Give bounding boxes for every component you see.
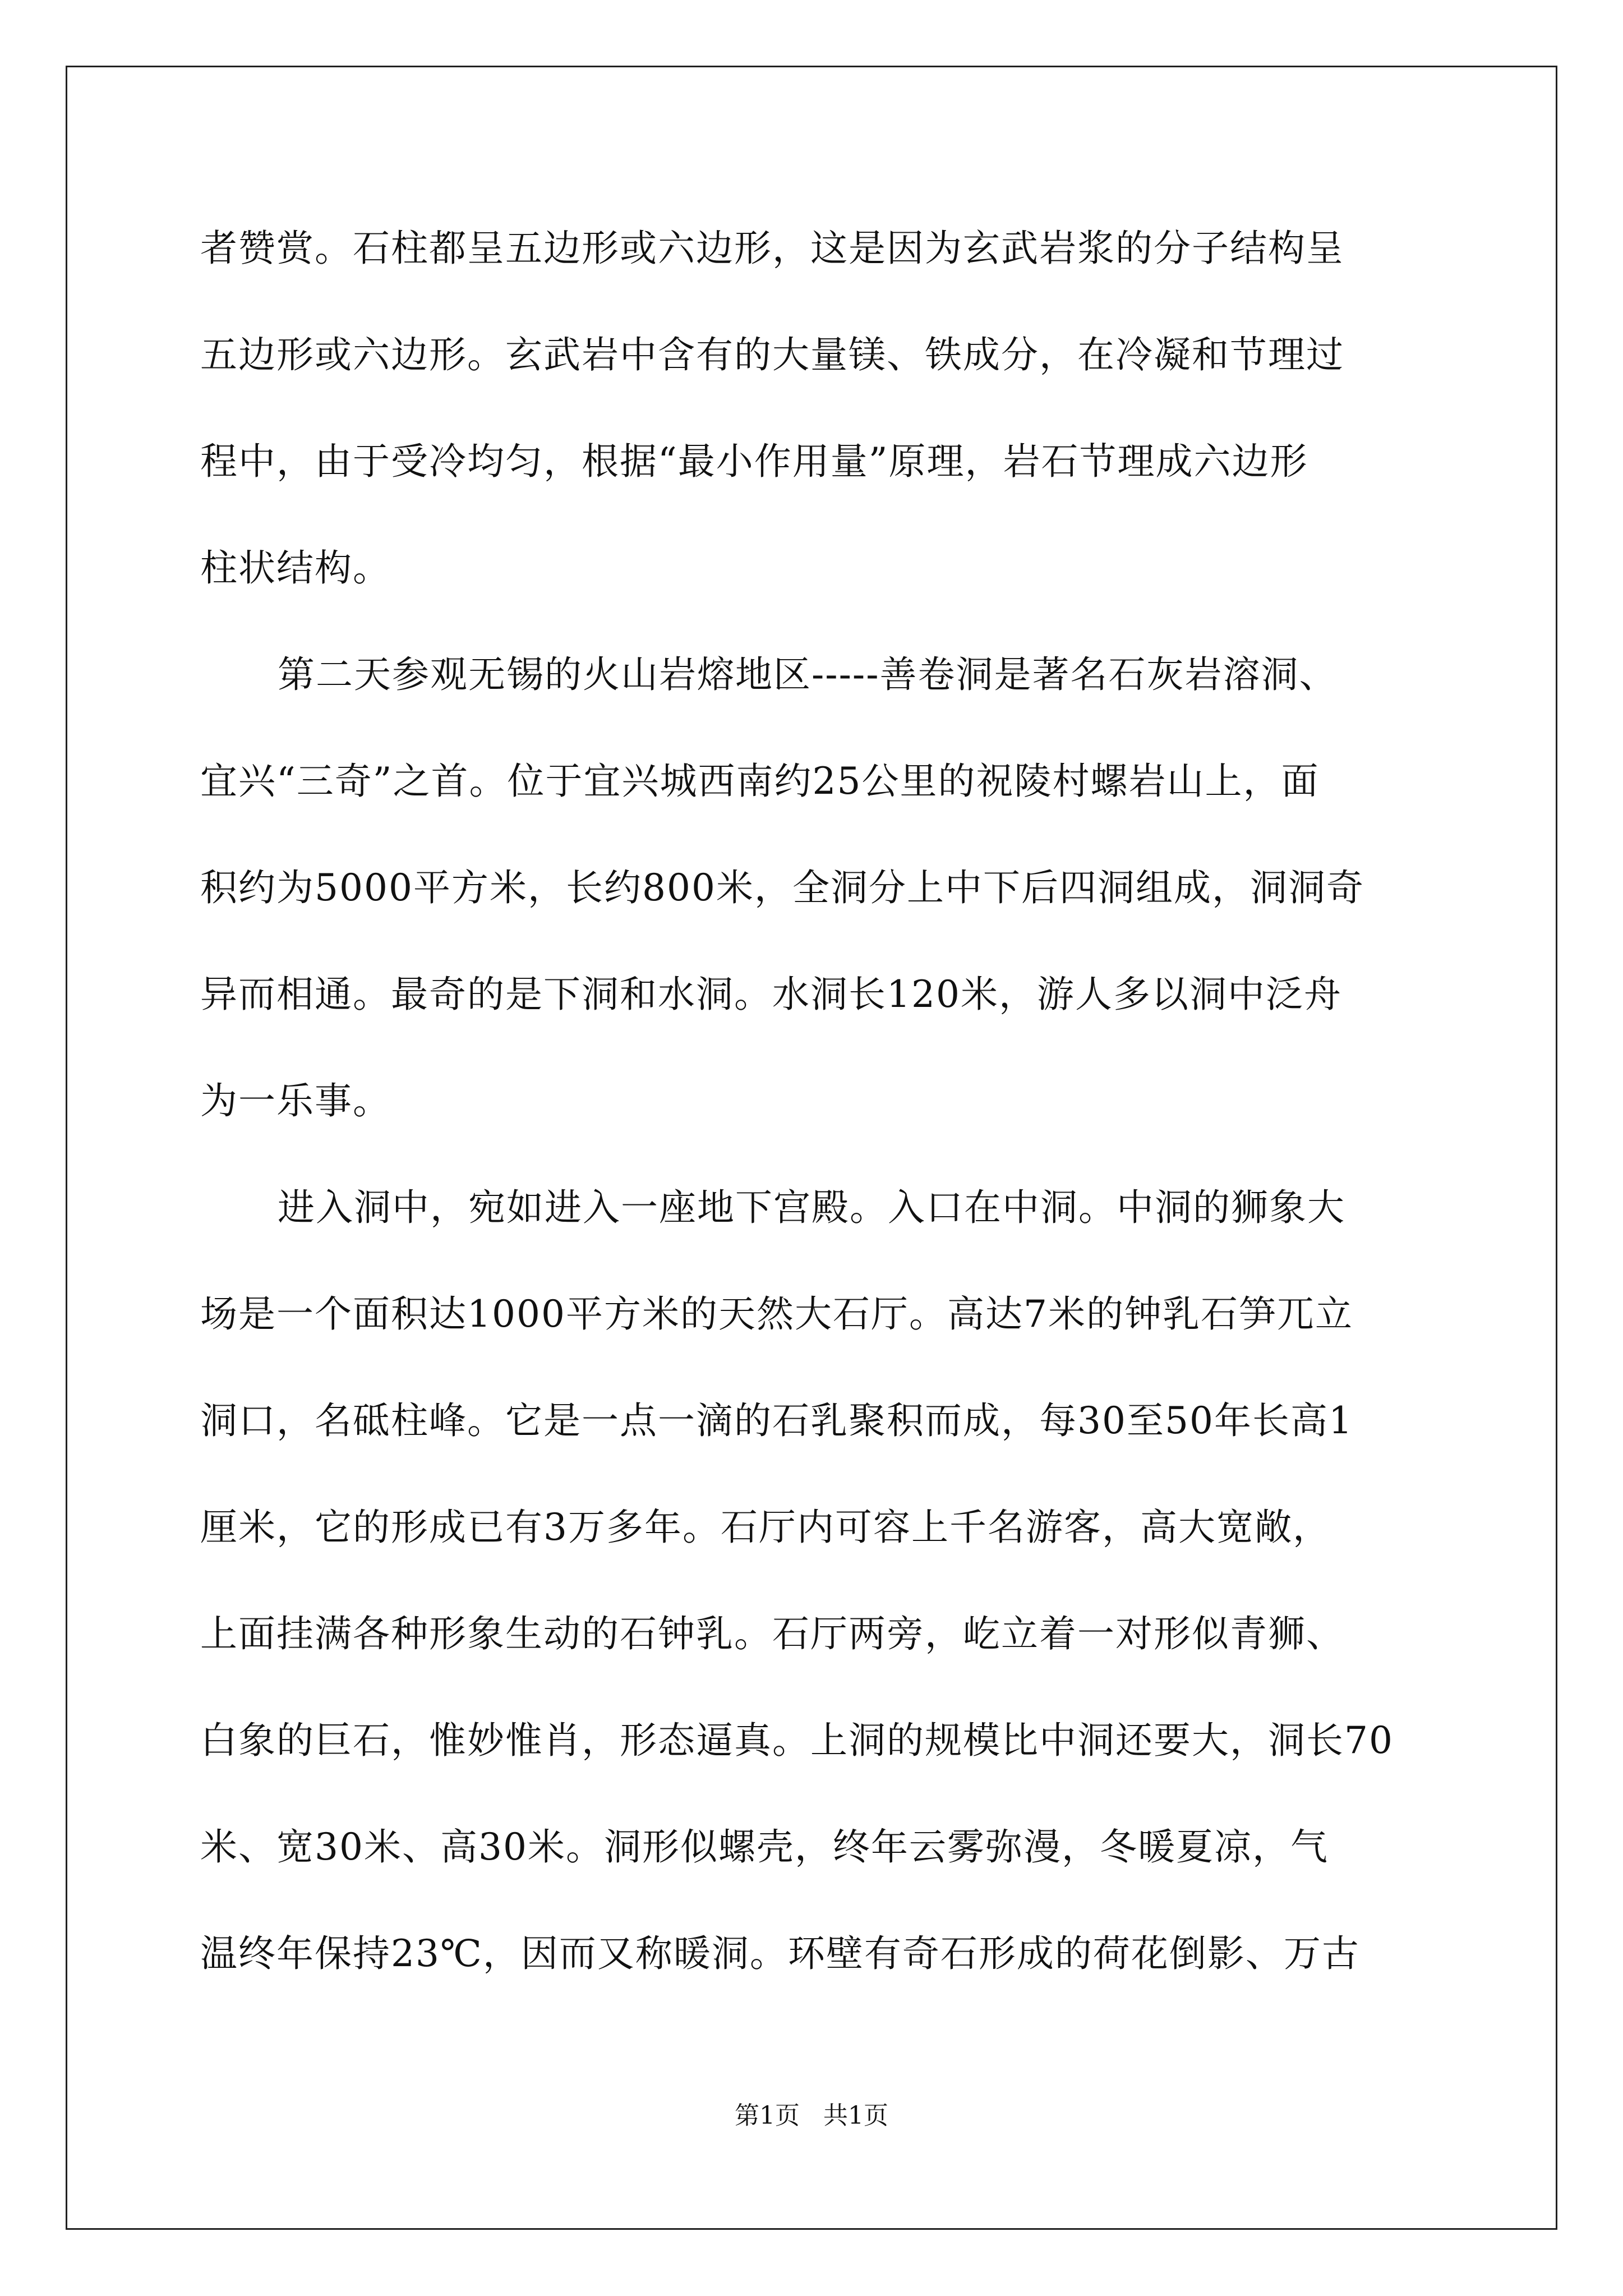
text-line: 洞口，名砥柱峰。它是一点一滴的石乳聚积而成，每30至50年长高1 — [200, 1399, 1353, 1442]
text-line: 为一乐事。 — [200, 1079, 391, 1122]
paragraph-start-line: 进入洞中，宛如进入一座地下宫殿。入口在中洞。中洞的狮象大 — [278, 1186, 1345, 1229]
text-line: 场是一个面积达1000平方米的天然大石厅。高达7米的钟乳石笋兀立 — [200, 1292, 1353, 1336]
text-line: 白象的巨石，惟妙惟肖，形态逼真。上洞的规模比中洞还要大，洞长70 — [200, 1719, 1394, 1762]
text-line: 积约为5000平方米，长约800米，全洞分上中下后四洞组成，洞洞奇 — [200, 866, 1364, 909]
text-line: 米、宽30米、高30米。洞形似螺壳，终年云雾弥漫，冬暖夏凉，气 — [200, 1825, 1329, 1869]
text-line: 柱状结构。 — [200, 546, 391, 590]
text-line: 上面挂满各种形象生动的石钟乳。石厅两旁，屹立着一对形似青狮、 — [200, 1612, 1344, 1655]
text-line: 厘米，它的形成已有3万多年。石厅内可容上千名游客，高大宽敞， — [200, 1506, 1331, 1549]
page-border — [66, 66, 1557, 2230]
text-line: 五边形或六边形。玄武岩中含有的大量镁、铁成分，在冷凝和节理过 — [200, 333, 1344, 376]
text-line: 程中，由于受冷均匀，根据“最小作用量”原理，岩石节理成六边形 — [200, 440, 1308, 483]
paragraph-start-line: 第二天参观无锡的火山岩熔地区-----善卷洞是著名石灰岩溶洞、 — [278, 653, 1338, 696]
text-line: 异而相通。最奇的是下洞和水洞。水洞长120米，游人多以洞中泛舟 — [200, 973, 1342, 1016]
text-line: 宜兴“三奇”之首。位于宜兴城西南约25公里的祝陵村螺岩山上，面 — [200, 760, 1320, 803]
text-line: 温终年保持23℃，因而又称暖洞。环壁有奇石形成的荷花倒影、万古 — [200, 1932, 1360, 1975]
text-line: 者赞赏。石柱都呈五边形或六边形，这是因为玄武岩浆的分子结构呈 — [200, 227, 1344, 270]
page-footer: 第1页 共1页 — [735, 2101, 888, 2130]
